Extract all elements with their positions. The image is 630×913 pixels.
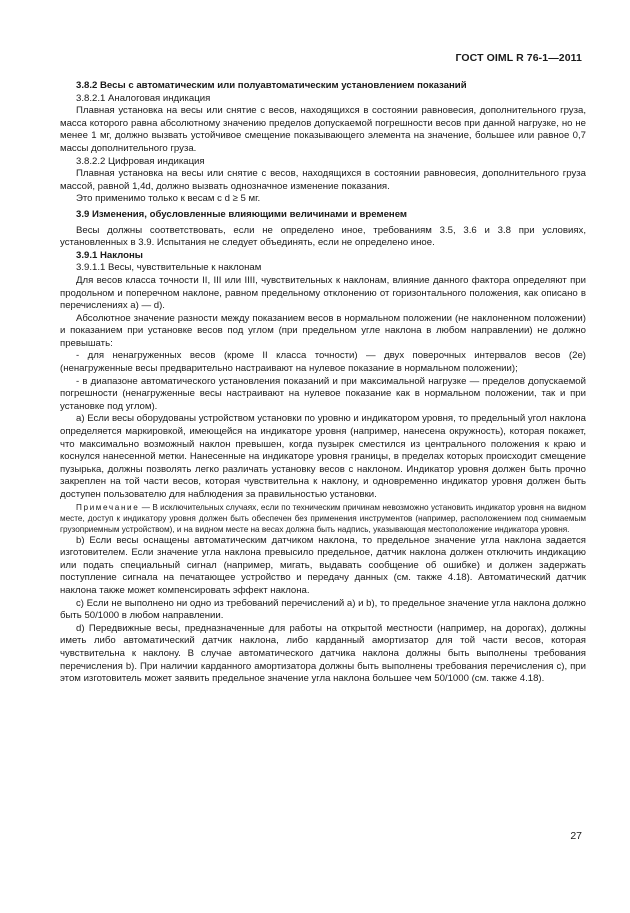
- list-item-a: а) Если весы оборудованы устройством установки по уровню и индикатором уровня, то предельный угол наклона определяется маркировкой, имеющейся на индикаторе уровня (например, нанесена окружность), которая покажет, что максимально возможный наклон превышен, когда пузырек сместился из центрального положения к краю и коснулся нанесенной метки. Нанесенные на индикаторе уровня границы, в пределах которых происходит смещение пузырька, должны позволять легко различать установку весов с наклоном. Индикатор уровня должен быть прочно закреплен на той части весов, которая чувствительна к наклону, и одновременно индикатор уровня должен быть доступен пользователю для наблюдения за правильностью установки.: [60, 413, 586, 500]
- section-heading-3-8-2: 3.8.2 Весы с автоматическим или полуавтоматическим установлением показаний: [76, 80, 467, 91]
- subsection-title-3-9-1-1: 3.9.1.1 Весы, чувствительные к наклонам: [76, 262, 262, 274]
- list-item-d: d) Передвижные весы, предназначенные для работы на открытой местности (например, на дорогах), должны иметь либо автоматический датчик наклона, либо карданный амортизатор для той части весов, которая чувствительна к наклону. В случае автоматического датчика наклона должны быть выполнены требования перечисления b). При наличии карданного амортизатора должны быть выполнены требования перечисления с), при этом изготовитель может заявить предельное значение угла наклона большее чем 50/1000 (см. также 4.18).: [60, 622, 586, 685]
- paragraph: Плавная установка на весы или снятие с весов, находящихся в состоянии равновесия, дополнительного груза, масса которого равна абсолютному значению пределов допускаемой погрешности весов при данной нагрузке, но не менее 1 мг, должно вызвать устойчивое смещение показывающего элемента на значение, большее или равное 0,7 массы дополнительного груза.: [60, 105, 586, 154]
- note: [60, 502, 586, 535]
- paragraph: Для весов класса точности II, III или IIII, чувствительных к наклонам, влияние данного фактора определяют при продольном и поперечном наклоне, равном предельному отклонению от горизонтального положения, как описано в перечислениях а) — d).: [60, 274, 586, 312]
- subsection-title-3-8-2-1: 3.8.2.1 Аналоговая индикация: [76, 92, 211, 104]
- document-body: [60, 80, 586, 686]
- section-heading-3-9: 3.9 Изменения, обусловленные влияющими величинами и временем: [76, 208, 408, 220]
- paragraph: Это применимо только к весам с d ≥ 5 мг.: [76, 193, 261, 205]
- paragraph: Плавная установка на весы или снятие с весов, находящихся в состоянии равновесия, дополнительного груза массой, равной 1,4d, должно вызвать однозначное изменение показания.: [60, 168, 586, 192]
- document-header: ГОСТ OIML R 76-1—2011: [455, 52, 582, 64]
- list-item-b: b) Если весы оснащены автоматическим датчиком наклона, то предельное значение угла наклона задается изготовителем. Если значение угла наклона превысило предельное, датчик наклона должен отключить индикацию или подать специальный сигнал (например, мигать, выдавать сообщение об ошибке) и должен задержать поступление сигнала на печатающее устройство и передачу данных (см. также 4.18). Автоматический датчик наклона также может компенсировать эффект наклона.: [60, 534, 586, 596]
- list-item: - для ненагруженных весов (кроме II класса точности) — двух поверочных интервалов весов (2e) (ненагруженные весы предварительно настраивают на нулевое показание в нормальном положении);: [60, 350, 586, 375]
- page-number: 27: [570, 830, 582, 842]
- paragraph: Абсолютное значение разности между показанием весов в нормальном положении (не наклоненном положении) и показанием при установке весов под углом (при предельном угле наклона в любом направлении) не должно превышать:: [60, 312, 586, 349]
- list-item: - в диапазоне автоматического установления показаний и при максимальной нагрузке — пределов допускаемой погрешности (ненагруженные весы настраивают на нулевое показание как в нормальном положении, так и при установке под углом).: [60, 375, 586, 412]
- section-heading-3-9-1: 3.9.1 Наклоны: [76, 249, 144, 261]
- note-text: — В исключительных случаях, если по техническим причинам невозможно установить индикатор уровня на видном месте, доступ к индикатору уровня должен быть обеспечен без применения инструментов (например, расположением под снимаемым грузоприемным устройством), и на видном месте на весах должна быть надпись, указывающая местоположение индикатора уровня.: [60, 502, 586, 534]
- subsection-title-3-8-2-2: 3.8.2.2 Цифровая индикация: [76, 155, 205, 167]
- paragraph: Весы должны соответствовать, если не определено иное, требованиям 3.5, 3.6 и 3.8 при условиях, установленных в 3.9. Испытания не следует объединять, если не определено иное.: [60, 224, 586, 249]
- note-label: Примечание: [76, 502, 140, 512]
- list-item-c: с) Если не выполнено ни одно из требований перечислений а) и b), то предельное значение угла наклона должно быть 50/1000 в любом направлении.: [60, 597, 586, 622]
